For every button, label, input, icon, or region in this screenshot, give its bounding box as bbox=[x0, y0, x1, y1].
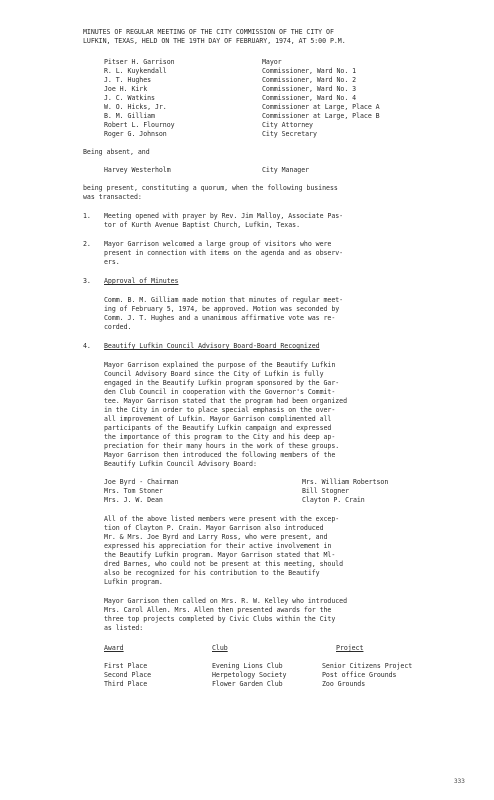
absent-title: City Manager bbox=[262, 166, 310, 174]
item-text-line: preciation for their many hours in the work of these groups. bbox=[104, 442, 340, 450]
attendee-title: City Secretary bbox=[262, 130, 317, 138]
item-text-line: in the City in order to place special emphasis on the over- bbox=[104, 406, 336, 414]
item-text-line: Meeting opened with prayer by Rev. Jim Malloy, Associate Pas- bbox=[104, 212, 344, 220]
awards-cell: Post office Grounds bbox=[322, 671, 397, 679]
awards-header-project: Project bbox=[336, 644, 364, 652]
paragraph-line: Lufkin program. bbox=[104, 578, 163, 586]
item-text-line: ers. bbox=[104, 258, 120, 266]
item-number: 1. bbox=[83, 212, 91, 220]
absent-name: Harvey Westerholm bbox=[104, 166, 171, 174]
attendee-name: Robert L. Flournoy bbox=[104, 121, 175, 129]
awards-header-award: Award bbox=[104, 644, 124, 652]
board-member: Joe Byrd - Chairman bbox=[104, 478, 179, 486]
attendee-name: Roger G. Johnson bbox=[104, 130, 167, 138]
item-text-line: Mayor Garrison welcomed a large group of visitors who were bbox=[104, 240, 332, 248]
minutes-heading-line-1: MINUTES OF REGULAR MEETING OF THE CITY COMMISSION OF THE CITY OF bbox=[83, 28, 334, 36]
paragraph-line: expressed his appreciation for their active involvement in bbox=[104, 542, 332, 550]
attendee-name: R. L. Kuykendall bbox=[104, 67, 167, 75]
awards-cell: Zoo Grounds bbox=[322, 680, 366, 688]
board-member: Mrs. J. W. Dean bbox=[104, 496, 163, 504]
item-text-line: Comm. B. M. Gilliam made motion that minutes of regular meet- bbox=[104, 296, 344, 304]
item-text-line: tee. Mayor Garrison stated that the program had been organized bbox=[104, 397, 348, 405]
item-text-line: the importance of this program to the City and his deep ap- bbox=[104, 433, 336, 441]
awards-cell: First Place bbox=[104, 662, 148, 670]
paragraph-line: dred Barnes, who could not be present at this meeting, should bbox=[104, 560, 344, 568]
awards-cell: Senior Citizens Project bbox=[322, 662, 413, 670]
paragraph-line: Mr. & Mrs. Joe Byrd and Larry Ross, who were present, and bbox=[104, 533, 328, 541]
attendee-name: B. M. Gilliam bbox=[104, 112, 155, 120]
paragraph-line: the Beautify Lufkin program. Mayor Garrison stated that Ml- bbox=[104, 551, 336, 559]
item-text-line: tor of Kurth Avenue Baptist Church, Lufkin, Texas. bbox=[104, 221, 300, 229]
item-text-line: corded. bbox=[104, 323, 132, 331]
paragraph-line: tion of Clayton P. Crain. Mayor Garrison also introduced bbox=[104, 524, 324, 532]
being-absent-text: Being absent, and bbox=[83, 148, 150, 156]
attendee-title: Commissioner, Ward No. 3 bbox=[262, 85, 357, 93]
item-text-line: Council Advisory Board since the City of Lufkin is fully bbox=[104, 370, 324, 378]
item-number: 3. bbox=[83, 277, 91, 285]
item-text-line: all improvement of Lufkin. Mayor Garrison complimented all bbox=[104, 415, 332, 423]
attendee-title: Commissioner, Ward No. 4 bbox=[262, 94, 357, 102]
attendee-title: City Attorney bbox=[262, 121, 313, 129]
attendee-name: Joe H. Kirk bbox=[104, 85, 148, 93]
minutes-heading-line-2: LUFKIN, TEXAS, HELD ON THE 19TH DAY OF FEBRUARY, 1974, AT 5:00 P.M. bbox=[83, 37, 346, 45]
attendee-name: J. C. Watkins bbox=[104, 94, 155, 102]
page-number: 333 bbox=[454, 778, 465, 785]
item-text-line: participants of the Beautify Lufkin campaign and expressed bbox=[104, 424, 332, 432]
item-text-line: ing of February 5, 1974, be approved. Motion was seconded by bbox=[104, 305, 340, 313]
attendee-name: W. O. Hicks, Jr. bbox=[104, 103, 167, 111]
attendee-title: Commissioner at Large, Place B bbox=[262, 112, 380, 120]
board-member: Mrs. William Robertson bbox=[302, 478, 389, 486]
item-number: 4. bbox=[83, 342, 91, 350]
item-text-line: Comm. J. T. Hughes and a unanimous affirmative vote was re- bbox=[104, 314, 336, 322]
awards-cell: Flower Garden Club bbox=[212, 680, 283, 688]
item-text-line: present in connection with items on the agenda and as observ- bbox=[104, 249, 344, 257]
attendee-title: Commissioner, Ward No. 1 bbox=[262, 67, 357, 75]
item-number: 2. bbox=[83, 240, 91, 248]
item-text-line: Beautify Lufkin Council Advisory Board: bbox=[104, 460, 257, 468]
board-member: Bill Stogner bbox=[302, 487, 350, 495]
attendee-name: J. T. Hughes bbox=[104, 76, 152, 84]
item-heading: Approval of Minutes bbox=[104, 277, 179, 285]
attendee-title: Commissioner, Ward No. 2 bbox=[262, 76, 357, 84]
paragraph-line: All of the above listed members were present with the excep- bbox=[104, 515, 340, 523]
awards-cell: Third Place bbox=[104, 680, 148, 688]
attendee-title: Commissioner at Large, Place A bbox=[262, 103, 380, 111]
paragraph-line: Mrs. Carol Allen. Mrs. Allen then presented awards for the bbox=[104, 606, 332, 614]
attendee-title: Mayor bbox=[262, 58, 282, 66]
quorum-line-1: being present, constituting a quorum, when the following business bbox=[83, 184, 338, 192]
item-text-line: engaged in the Beautify Lufkin program sponsored by the Gar- bbox=[104, 379, 340, 387]
item-heading: Beautify Lufkin Council Advisory Board-Board Recognized bbox=[104, 342, 320, 350]
board-member: Clayton P. Crain bbox=[302, 496, 365, 504]
awards-header-club: Club bbox=[212, 644, 228, 652]
awards-cell: Evening Lions Club bbox=[212, 662, 283, 670]
item-text-line: Mayor Garrison explained the purpose of the Beautify Lufkin bbox=[104, 361, 336, 369]
awards-cell: Herpetology Society bbox=[212, 671, 287, 679]
paragraph-line: also be recognized for his contribution to the Beautify bbox=[104, 569, 320, 577]
item-text-line: den Club Council in cooperation with the Governor's Commit- bbox=[104, 388, 336, 396]
paragraph-line: three top projects completed by Civic Clubs within the City bbox=[104, 615, 336, 623]
board-member: Mrs. Tom Stoner bbox=[104, 487, 163, 495]
paragraph-line: as listed: bbox=[104, 624, 144, 632]
paragraph-line: Mayor Garrison then called on Mrs. R. W. Kelley who introduced bbox=[104, 597, 348, 605]
awards-cell: Second Place bbox=[104, 671, 152, 679]
attendee-name: Pitser H. Garrison bbox=[104, 58, 175, 66]
quorum-line-2: was transacted: bbox=[83, 193, 142, 201]
item-text-line: Mayor Garrison then introduced the following members of the bbox=[104, 451, 336, 459]
